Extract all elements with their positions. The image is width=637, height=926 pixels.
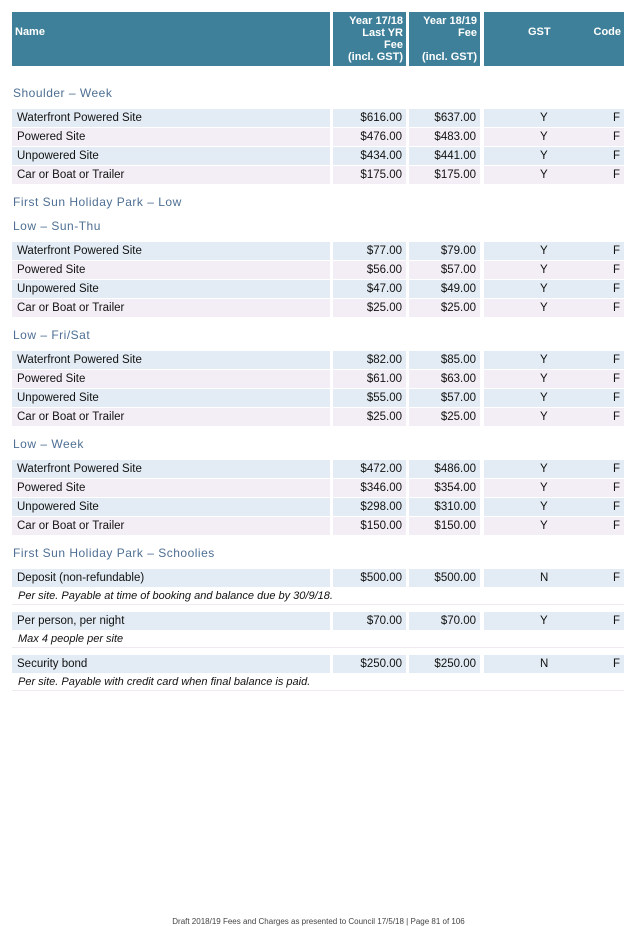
row-fee: $70.00 (409, 612, 480, 630)
row-name: Per person, per night (12, 612, 330, 630)
row-gst: N (540, 658, 549, 670)
row-code: F (612, 150, 620, 162)
row-gst-code (484, 128, 624, 146)
row-name: Waterfront Powered Site (12, 109, 330, 127)
row-fee: $85.00 (409, 351, 480, 369)
row-gst: Y (540, 482, 548, 494)
row-last-fee: $298.00 (333, 498, 406, 516)
header-gst-code (484, 12, 624, 66)
row-code: F (612, 411, 620, 423)
table-row (12, 655, 624, 673)
row-gst-code (484, 242, 624, 260)
row-fee: $486.00 (409, 460, 480, 478)
row-name: Powered Site (12, 261, 330, 279)
row-fee: $25.00 (409, 408, 480, 426)
header-line: Last YR (362, 27, 403, 39)
row-gst-code (484, 351, 624, 369)
row-gst: Y (540, 264, 548, 276)
row-last-fee: $500.00 (333, 569, 406, 587)
row-last-fee: $346.00 (333, 479, 406, 497)
header-line: (incl. GST) (348, 51, 403, 63)
row-last-fee: $77.00 (333, 242, 406, 260)
row-gst-code (484, 147, 624, 165)
row-code: F (612, 463, 620, 475)
row-name: Powered Site (12, 479, 330, 497)
row-code: F (612, 302, 620, 314)
table-row (12, 517, 624, 535)
row-gst: Y (540, 463, 548, 475)
row-code: F (612, 482, 620, 494)
row-code: F (612, 520, 620, 532)
table-row (12, 460, 624, 478)
row-fee: $483.00 (409, 128, 480, 146)
row-note: Per site. Payable at time of booking and balance due by 30/9/18. (12, 587, 624, 605)
row-fee: $441.00 (409, 147, 480, 165)
row-note: Max 4 people per site (12, 630, 624, 648)
header-line: Fee (458, 27, 477, 39)
row-code: F (612, 354, 620, 366)
row-gst-code (484, 389, 624, 407)
table-row (12, 166, 624, 184)
section-heading: First Sun Holiday Park – Schoolies (13, 546, 215, 560)
table-row (12, 370, 624, 388)
section-heading: Low – Sun-Thu (13, 219, 101, 233)
row-gst-code (484, 517, 624, 535)
header-line: Year 17/18 (349, 15, 403, 27)
table-row (12, 280, 624, 298)
header-current-fee (409, 12, 480, 66)
row-gst: Y (540, 283, 548, 295)
table-row (12, 612, 624, 630)
row-name: Unpowered Site (12, 389, 330, 407)
row-code: F (612, 264, 620, 276)
row-gst: Y (540, 501, 548, 513)
row-code: F (612, 112, 620, 124)
row-code: F (612, 283, 620, 295)
header-name: Name (12, 12, 330, 66)
row-gst-code (484, 498, 624, 516)
table-row (12, 408, 624, 426)
row-code: F (612, 169, 620, 181)
row-gst-code (484, 370, 624, 388)
row-fee: $79.00 (409, 242, 480, 260)
section-heading: Shoulder – Week (13, 86, 113, 100)
row-gst-code (484, 569, 624, 587)
row-last-fee: $70.00 (333, 612, 406, 630)
row-gst-code (484, 479, 624, 497)
row-gst: Y (540, 150, 548, 162)
row-gst: Y (540, 615, 548, 627)
row-name: Car or Boat or Trailer (12, 166, 330, 184)
row-last-fee: $472.00 (333, 460, 406, 478)
row-gst-code (484, 655, 624, 673)
table-row (12, 128, 624, 146)
row-fee: $354.00 (409, 479, 480, 497)
row-name: Unpowered Site (12, 147, 330, 165)
row-last-fee: $250.00 (333, 655, 406, 673)
row-code: F (612, 658, 620, 670)
table-row (12, 479, 624, 497)
header-line (409, 39, 477, 51)
row-last-fee: $47.00 (333, 280, 406, 298)
table-row (12, 261, 624, 279)
row-last-fee: $55.00 (333, 389, 406, 407)
row-name: Security bond (12, 655, 330, 673)
row-name: Unpowered Site (12, 280, 330, 298)
row-code: F (612, 131, 620, 143)
row-code: F (612, 392, 620, 404)
row-name: Car or Boat or Trailer (12, 299, 330, 317)
row-gst: N (540, 572, 549, 584)
row-name: Deposit (non-refundable) (12, 569, 330, 587)
header-line: Year 18/19 (423, 15, 477, 27)
table-row (12, 109, 624, 127)
row-gst: Y (540, 354, 548, 366)
row-name: Car or Boat or Trailer (12, 517, 330, 535)
row-fee: $25.00 (409, 299, 480, 317)
row-name: Car or Boat or Trailer (12, 408, 330, 426)
section-heading: First Sun Holiday Park – Low (13, 195, 182, 209)
table-row (12, 147, 624, 165)
header-line: (incl. GST) (422, 51, 477, 63)
row-gst: Y (540, 302, 548, 314)
table-row (12, 242, 624, 260)
table-row (12, 351, 624, 369)
header-gst: GST (528, 26, 551, 38)
row-last-fee: $434.00 (333, 147, 406, 165)
row-fee: $57.00 (409, 389, 480, 407)
row-fee: $310.00 (409, 498, 480, 516)
row-name: Waterfront Powered Site (12, 460, 330, 478)
row-gst: Y (540, 520, 548, 532)
row-gst: Y (540, 392, 548, 404)
row-gst-code (484, 166, 624, 184)
row-code: F (612, 572, 620, 584)
row-gst-code (484, 408, 624, 426)
header-line: Fee (384, 39, 403, 51)
row-fee: $175.00 (409, 166, 480, 184)
row-gst: Y (540, 131, 548, 143)
row-name: Unpowered Site (12, 498, 330, 516)
row-last-fee: $25.00 (333, 299, 406, 317)
row-last-fee: $616.00 (333, 109, 406, 127)
row-last-fee: $175.00 (333, 166, 406, 184)
row-fee: $250.00 (409, 655, 480, 673)
row-name: Waterfront Powered Site (12, 242, 330, 260)
section-heading: Low – Week (13, 437, 84, 451)
row-last-fee: $25.00 (333, 408, 406, 426)
header-code: Code (593, 26, 621, 38)
table-row (12, 498, 624, 516)
row-code: F (612, 373, 620, 385)
row-code: F (612, 615, 620, 627)
row-gst: Y (540, 112, 548, 124)
table-row (12, 299, 624, 317)
header-last-year-fee (333, 12, 406, 66)
row-gst-code (484, 460, 624, 478)
row-fee: $500.00 (409, 569, 480, 587)
row-gst: Y (540, 411, 548, 423)
table-row (12, 389, 624, 407)
row-fee: $63.00 (409, 370, 480, 388)
row-gst-code (484, 612, 624, 630)
row-gst-code (484, 280, 624, 298)
row-gst: Y (540, 245, 548, 257)
row-gst: Y (540, 373, 548, 385)
row-last-fee: $150.00 (333, 517, 406, 535)
row-code: F (612, 245, 620, 257)
row-name: Powered Site (12, 128, 330, 146)
row-fee: $49.00 (409, 280, 480, 298)
row-gst: Y (540, 169, 548, 181)
row-name: Waterfront Powered Site (12, 351, 330, 369)
row-last-fee: $56.00 (333, 261, 406, 279)
row-last-fee: $61.00 (333, 370, 406, 388)
page-footer: Draft 2018/19 Fees and Charges as presented to Council 17/5/18 | Page 81 of 106 (172, 917, 465, 926)
section-heading: Low – Fri/Sat (13, 328, 91, 342)
row-fee: $637.00 (409, 109, 480, 127)
row-fee: $57.00 (409, 261, 480, 279)
row-last-fee: $476.00 (333, 128, 406, 146)
row-code: F (612, 501, 620, 513)
row-fee: $150.00 (409, 517, 480, 535)
row-name: Powered Site (12, 370, 330, 388)
row-last-fee: $82.00 (333, 351, 406, 369)
row-gst-code (484, 109, 624, 127)
table-row (12, 569, 624, 587)
row-note: Per site. Payable with credit card when final balance is paid. (12, 673, 624, 691)
row-gst-code (484, 261, 624, 279)
row-gst-code (484, 299, 624, 317)
